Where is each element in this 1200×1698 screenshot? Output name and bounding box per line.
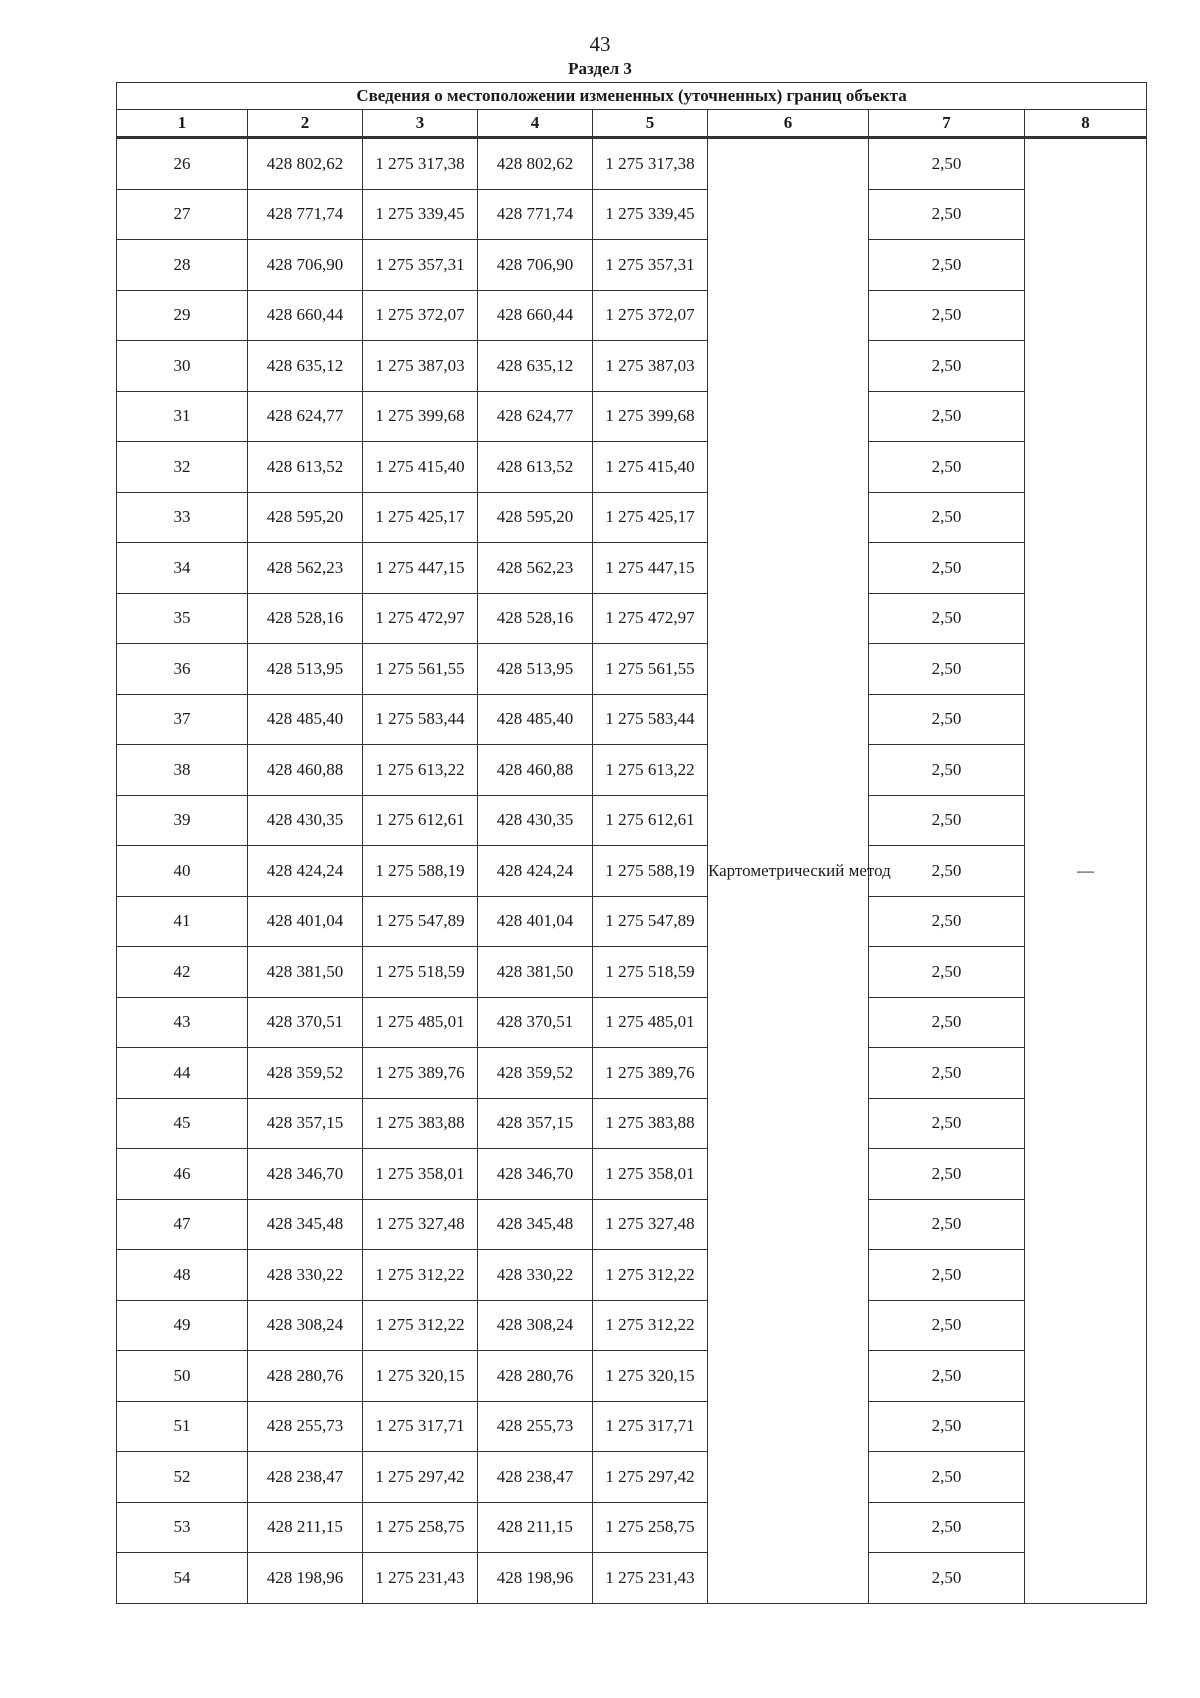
- column-number: 2: [248, 110, 363, 138]
- x-refined-cell: 428 562,23: [478, 543, 593, 594]
- x-refined-cell: 428 460,88: [478, 745, 593, 796]
- accuracy-cell: 2,50: [869, 947, 1025, 998]
- x-existing-cell: 428 381,50: [248, 947, 363, 998]
- column-number: 6: [708, 110, 869, 138]
- x-existing-cell: 428 255,73: [248, 1401, 363, 1452]
- y-refined-cell: 1 275 472,97: [593, 593, 708, 644]
- y-existing-cell: 1 275 357,31: [363, 240, 478, 291]
- table-row: [117, 1452, 1147, 1503]
- table-row: [117, 1300, 1147, 1351]
- y-refined-cell: 1 275 415,40: [593, 442, 708, 493]
- x-existing-cell: 428 802,62: [248, 138, 363, 190]
- point-number-cell: 33: [117, 492, 248, 543]
- column-number: 4: [478, 110, 593, 138]
- x-existing-cell: 428 357,15: [248, 1098, 363, 1149]
- y-refined-cell: 1 275 312,22: [593, 1300, 708, 1351]
- x-existing-cell: 428 528,16: [248, 593, 363, 644]
- y-existing-cell: 1 275 425,17: [363, 492, 478, 543]
- y-existing-cell: 1 275 389,76: [363, 1048, 478, 1099]
- point-number-cell: 50: [117, 1351, 248, 1402]
- table-row: [117, 391, 1147, 442]
- column-number: 7: [869, 110, 1025, 138]
- accuracy-cell: 2,50: [869, 997, 1025, 1048]
- table-row: [117, 896, 1147, 947]
- x-refined-cell: 428 346,70: [478, 1149, 593, 1200]
- point-number-cell: 37: [117, 694, 248, 745]
- x-existing-cell: 428 624,77: [248, 391, 363, 442]
- accuracy-cell: 2,50: [869, 492, 1025, 543]
- point-number-cell: 46: [117, 1149, 248, 1200]
- y-refined-cell: 1 275 258,75: [593, 1502, 708, 1553]
- accuracy-cell: 2,50: [869, 1351, 1025, 1402]
- y-refined-cell: 1 275 588,19: [593, 846, 708, 897]
- point-number-cell: 54: [117, 1553, 248, 1604]
- x-refined-cell: 428 359,52: [478, 1048, 593, 1099]
- x-existing-cell: 428 280,76: [248, 1351, 363, 1402]
- point-number-cell: 36: [117, 644, 248, 695]
- table-row: [117, 644, 1147, 695]
- x-existing-cell: 428 660,44: [248, 290, 363, 341]
- y-refined-cell: 1 275 317,71: [593, 1401, 708, 1452]
- x-refined-cell: 428 613,52: [478, 442, 593, 493]
- table-row: [117, 947, 1147, 998]
- page-number: 43: [589, 32, 611, 56]
- accuracy-cell: 2,50: [869, 896, 1025, 947]
- table-row: [117, 290, 1147, 341]
- y-refined-cell: 1 275 387,03: [593, 341, 708, 392]
- accuracy-cell: 2,50: [869, 1401, 1025, 1452]
- y-refined-cell: 1 275 389,76: [593, 1048, 708, 1099]
- accuracy-cell: 2,50: [869, 1300, 1025, 1351]
- section-title: Раздел 3: [568, 59, 632, 78]
- table-row: [117, 1553, 1147, 1604]
- y-refined-cell: 1 275 358,01: [593, 1149, 708, 1200]
- table-row: [117, 442, 1147, 493]
- table-row: [117, 492, 1147, 543]
- x-existing-cell: 428 613,52: [248, 442, 363, 493]
- x-refined-cell: 428 381,50: [478, 947, 593, 998]
- point-number-cell: 49: [117, 1300, 248, 1351]
- x-refined-cell: 428 238,47: [478, 1452, 593, 1503]
- y-refined-cell: 1 275 425,17: [593, 492, 708, 543]
- point-number-cell: 34: [117, 543, 248, 594]
- y-refined-cell: 1 275 561,55: [593, 644, 708, 695]
- accuracy-cell: 2,50: [869, 1502, 1025, 1553]
- y-existing-cell: 1 275 561,55: [363, 644, 478, 695]
- x-refined-cell: 428 595,20: [478, 492, 593, 543]
- x-refined-cell: 428 424,24: [478, 846, 593, 897]
- column-number: 3: [363, 110, 478, 138]
- y-existing-cell: 1 275 320,15: [363, 1351, 478, 1402]
- accuracy-cell: 2,50: [869, 1149, 1025, 1200]
- x-existing-cell: 428 308,24: [248, 1300, 363, 1351]
- accuracy-cell: 2,50: [869, 341, 1025, 392]
- point-number-cell: 27: [117, 189, 248, 240]
- x-existing-cell: 428 706,90: [248, 240, 363, 291]
- accuracy-cell: 2,50: [869, 644, 1025, 695]
- point-number-cell: 26: [117, 138, 248, 190]
- x-refined-cell: 428 357,15: [478, 1098, 593, 1149]
- method-cell: Картометрический метод: [708, 138, 869, 1604]
- y-existing-cell: 1 275 472,97: [363, 593, 478, 644]
- x-existing-cell: 428 595,20: [248, 492, 363, 543]
- x-refined-cell: 428 802,62: [478, 138, 593, 190]
- x-existing-cell: 428 359,52: [248, 1048, 363, 1099]
- y-existing-cell: 1 275 387,03: [363, 341, 478, 392]
- y-refined-cell: 1 275 317,38: [593, 138, 708, 190]
- table-row: [117, 341, 1147, 392]
- y-existing-cell: 1 275 547,89: [363, 896, 478, 947]
- y-refined-cell: 1 275 312,22: [593, 1250, 708, 1301]
- y-existing-cell: 1 275 312,22: [363, 1300, 478, 1351]
- table-row: [117, 593, 1147, 644]
- accuracy-cell: 2,50: [869, 290, 1025, 341]
- y-existing-cell: 1 275 312,22: [363, 1250, 478, 1301]
- accuracy-cell: 2,50: [869, 795, 1025, 846]
- accuracy-cell: 2,50: [869, 1250, 1025, 1301]
- y-existing-cell: 1 275 297,42: [363, 1452, 478, 1503]
- table-row: [117, 240, 1147, 291]
- x-existing-cell: 428 513,95: [248, 644, 363, 695]
- table-row: [117, 543, 1147, 594]
- x-existing-cell: 428 345,48: [248, 1199, 363, 1250]
- point-number-cell: 39: [117, 795, 248, 846]
- table-row: [117, 1199, 1147, 1250]
- y-refined-cell: 1 275 339,45: [593, 189, 708, 240]
- point-number-cell: 32: [117, 442, 248, 493]
- x-refined-cell: 428 280,76: [478, 1351, 593, 1402]
- y-existing-cell: 1 275 518,59: [363, 947, 478, 998]
- x-refined-cell: 428 430,35: [478, 795, 593, 846]
- x-refined-cell: 428 624,77: [478, 391, 593, 442]
- other-cell: —: [1025, 138, 1147, 1604]
- y-refined-cell: 1 275 613,22: [593, 745, 708, 796]
- y-refined-cell: 1 275 231,43: [593, 1553, 708, 1604]
- y-existing-cell: 1 275 258,75: [363, 1502, 478, 1553]
- column-number: 1: [117, 110, 248, 138]
- point-number-cell: 42: [117, 947, 248, 998]
- coordinates-table: [116, 82, 1147, 1604]
- x-existing-cell: 428 460,88: [248, 745, 363, 796]
- accuracy-cell: 2,50: [869, 442, 1025, 493]
- point-number-cell: 53: [117, 1502, 248, 1553]
- accuracy-cell: 2,50: [869, 240, 1025, 291]
- accuracy-cell: 2,50: [869, 138, 1025, 190]
- accuracy-cell: 2,50: [869, 694, 1025, 745]
- y-existing-cell: 1 275 231,43: [363, 1553, 478, 1604]
- x-refined-cell: 428 370,51: [478, 997, 593, 1048]
- table-row: [117, 1250, 1147, 1301]
- table-row: [117, 694, 1147, 745]
- x-existing-cell: 428 198,96: [248, 1553, 363, 1604]
- table-row: [117, 189, 1147, 240]
- table-row: [117, 846, 1147, 897]
- accuracy-cell: 2,50: [869, 1553, 1025, 1604]
- table-row: [117, 745, 1147, 796]
- point-number-cell: 28: [117, 240, 248, 291]
- accuracy-cell: 2,50: [869, 1452, 1025, 1503]
- x-refined-cell: 428 528,16: [478, 593, 593, 644]
- y-refined-cell: 1 275 518,59: [593, 947, 708, 998]
- point-number-cell: 48: [117, 1250, 248, 1301]
- x-existing-cell: 428 330,22: [248, 1250, 363, 1301]
- column-number: 8: [1025, 110, 1147, 138]
- x-existing-cell: 428 401,04: [248, 896, 363, 947]
- accuracy-cell: 2,50: [869, 593, 1025, 644]
- x-existing-cell: 428 771,74: [248, 189, 363, 240]
- x-existing-cell: 428 346,70: [248, 1149, 363, 1200]
- accuracy-cell: 2,50: [869, 189, 1025, 240]
- y-existing-cell: 1 275 372,07: [363, 290, 478, 341]
- y-existing-cell: 1 275 327,48: [363, 1199, 478, 1250]
- point-number-cell: 30: [117, 341, 248, 392]
- x-refined-cell: 428 513,95: [478, 644, 593, 695]
- table-row: [117, 1048, 1147, 1099]
- x-existing-cell: 428 562,23: [248, 543, 363, 594]
- x-existing-cell: 428 635,12: [248, 341, 363, 392]
- accuracy-cell: 2,50: [869, 846, 1025, 897]
- y-existing-cell: 1 275 612,61: [363, 795, 478, 846]
- y-existing-cell: 1 275 358,01: [363, 1149, 478, 1200]
- y-existing-cell: 1 275 583,44: [363, 694, 478, 745]
- table-caption: Сведения о местоположении измененных (уточненных) границ объекта: [117, 83, 1147, 110]
- x-existing-cell: 428 211,15: [248, 1502, 363, 1553]
- y-refined-cell: 1 275 612,61: [593, 795, 708, 846]
- table-row: [117, 795, 1147, 846]
- y-refined-cell: 1 275 485,01: [593, 997, 708, 1048]
- x-refined-cell: 428 771,74: [478, 189, 593, 240]
- table-row: [117, 997, 1147, 1048]
- x-existing-cell: 428 485,40: [248, 694, 363, 745]
- x-refined-cell: 428 635,12: [478, 341, 593, 392]
- x-refined-cell: 428 345,48: [478, 1199, 593, 1250]
- y-existing-cell: 1 275 399,68: [363, 391, 478, 442]
- x-refined-cell: 428 255,73: [478, 1401, 593, 1452]
- point-number-cell: 29: [117, 290, 248, 341]
- column-number: 5: [593, 110, 708, 138]
- point-number-cell: 38: [117, 745, 248, 796]
- y-refined-cell: 1 275 383,88: [593, 1098, 708, 1149]
- x-refined-cell: 428 330,22: [478, 1250, 593, 1301]
- y-existing-cell: 1 275 383,88: [363, 1098, 478, 1149]
- point-number-cell: 41: [117, 896, 248, 947]
- accuracy-cell: 2,50: [869, 1048, 1025, 1099]
- y-refined-cell: 1 275 320,15: [593, 1351, 708, 1402]
- point-number-cell: 31: [117, 391, 248, 442]
- point-number-cell: 35: [117, 593, 248, 644]
- accuracy-cell: 2,50: [869, 745, 1025, 796]
- accuracy-cell: 2,50: [869, 543, 1025, 594]
- y-refined-cell: 1 275 399,68: [593, 391, 708, 442]
- table-body: [117, 138, 1147, 1604]
- point-number-cell: 47: [117, 1199, 248, 1250]
- x-existing-cell: 428 370,51: [248, 997, 363, 1048]
- y-refined-cell: 1 275 297,42: [593, 1452, 708, 1503]
- y-existing-cell: 1 275 415,40: [363, 442, 478, 493]
- y-refined-cell: 1 275 447,15: [593, 543, 708, 594]
- table-row: [117, 138, 1147, 190]
- y-refined-cell: 1 275 357,31: [593, 240, 708, 291]
- y-existing-cell: 1 275 339,45: [363, 189, 478, 240]
- point-number-cell: 43: [117, 997, 248, 1048]
- point-number-cell: 51: [117, 1401, 248, 1452]
- accuracy-cell: 2,50: [869, 1098, 1025, 1149]
- column-numbers-row: [117, 110, 1147, 138]
- y-refined-cell: 1 275 372,07: [593, 290, 708, 341]
- y-refined-cell: 1 275 583,44: [593, 694, 708, 745]
- point-number-cell: 40: [117, 846, 248, 897]
- x-refined-cell: 428 706,90: [478, 240, 593, 291]
- point-number-cell: 44: [117, 1048, 248, 1099]
- table-row: [117, 1401, 1147, 1452]
- x-refined-cell: 428 660,44: [478, 290, 593, 341]
- x-refined-cell: 428 198,96: [478, 1553, 593, 1604]
- x-refined-cell: 428 308,24: [478, 1300, 593, 1351]
- x-refined-cell: 428 485,40: [478, 694, 593, 745]
- y-existing-cell: 1 275 613,22: [363, 745, 478, 796]
- x-existing-cell: 428 238,47: [248, 1452, 363, 1503]
- y-existing-cell: 1 275 485,01: [363, 997, 478, 1048]
- y-refined-cell: 1 275 547,89: [593, 896, 708, 947]
- point-number-cell: 45: [117, 1098, 248, 1149]
- table-row: [117, 1149, 1147, 1200]
- x-refined-cell: 428 211,15: [478, 1502, 593, 1553]
- accuracy-cell: 2,50: [869, 391, 1025, 442]
- point-number-cell: 52: [117, 1452, 248, 1503]
- y-existing-cell: 1 275 588,19: [363, 846, 478, 897]
- y-refined-cell: 1 275 327,48: [593, 1199, 708, 1250]
- table-row: [117, 1098, 1147, 1149]
- y-existing-cell: 1 275 447,15: [363, 543, 478, 594]
- table-caption-row: [117, 83, 1147, 110]
- x-refined-cell: 428 401,04: [478, 896, 593, 947]
- table-row: [117, 1351, 1147, 1402]
- table-row: [117, 1502, 1147, 1553]
- accuracy-cell: 2,50: [869, 1199, 1025, 1250]
- x-existing-cell: 428 430,35: [248, 795, 363, 846]
- y-existing-cell: 1 275 317,38: [363, 138, 478, 190]
- x-existing-cell: 428 424,24: [248, 846, 363, 897]
- y-existing-cell: 1 275 317,71: [363, 1401, 478, 1452]
